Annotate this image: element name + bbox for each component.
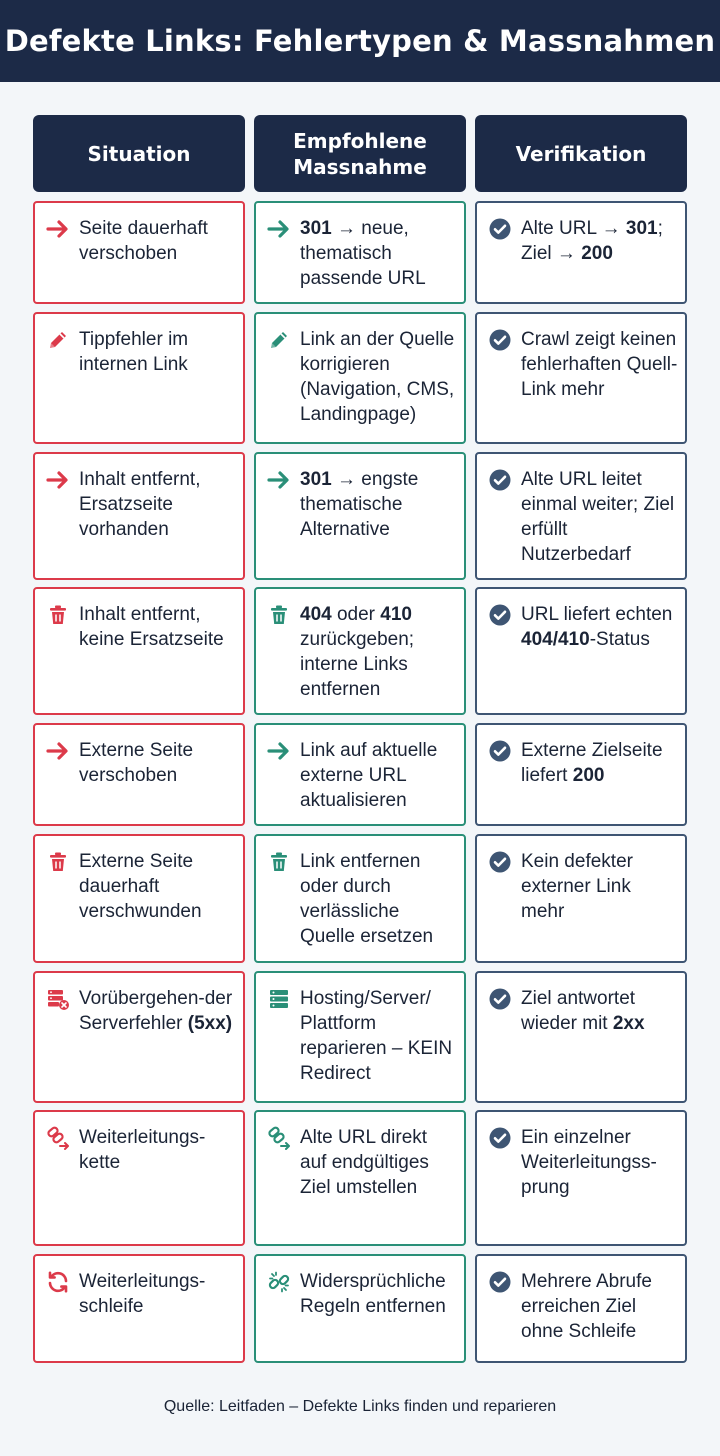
verification-text: Crawl zeigt keinen fehlerhaften Quell-Link mehr bbox=[521, 329, 678, 400]
arrow-right-icon bbox=[45, 738, 71, 764]
column-header-situation: Situation bbox=[33, 115, 245, 192]
verification-cell bbox=[475, 834, 687, 963]
action-cell bbox=[254, 1254, 466, 1363]
verification-cell bbox=[475, 1254, 687, 1363]
trash-icon bbox=[45, 849, 71, 875]
verification-text: Alte URL → 301; Ziel → 200 bbox=[521, 218, 663, 264]
situation-cell bbox=[33, 587, 245, 715]
action-cell bbox=[254, 452, 466, 580]
action-cell bbox=[254, 587, 466, 715]
trash-icon bbox=[266, 602, 292, 628]
page-title: Defekte Links: Fehlertypen & Massnahmen bbox=[4, 24, 716, 58]
verification-cell bbox=[475, 971, 687, 1103]
verification-text: Mehrere Abrufe erreichen Ziel ohne Schleife bbox=[521, 1271, 652, 1342]
verification-cell bbox=[475, 1110, 687, 1246]
page-header bbox=[0, 0, 720, 82]
situation-text: Externe Seite dauerhaft verschwunden bbox=[79, 851, 202, 922]
verification-text: Ein einzelner Weiterleitungss-prung bbox=[521, 1127, 657, 1198]
situation-text: Inhalt entfernt, Ersatzseite vorhanden bbox=[79, 469, 201, 540]
loop-icon bbox=[45, 1269, 71, 1295]
server-error-icon bbox=[45, 986, 71, 1012]
action-text: 301 → neue, thematisch passende URL bbox=[300, 218, 426, 289]
verification-text: URL liefert echten 404/410-Status bbox=[521, 604, 673, 650]
situation-text: Inhalt entfernt, keine Ersatzseite bbox=[79, 604, 224, 650]
action-text: 404 oder 410 zurückgeben; interne Links entfernen bbox=[300, 604, 415, 700]
verification-text: Ziel antwortet wieder mit 2xx bbox=[521, 988, 645, 1034]
action-text: Link an der Quelle korrigieren (Navigation, CMS, Landingpage) bbox=[300, 329, 455, 425]
check-circle-icon bbox=[487, 1125, 513, 1151]
action-text: Hosting/Server/ Plattform reparieren – KEIN Redirect bbox=[300, 988, 453, 1084]
check-circle-icon bbox=[487, 849, 513, 875]
verification-text: Externe Zielseite liefert 200 bbox=[521, 740, 663, 786]
action-text: Link entfernen oder durch verlässliche Quelle ersetzen bbox=[300, 851, 434, 947]
action-text: 301 → engste thematische Alternative bbox=[300, 469, 419, 540]
arrow-right-icon bbox=[266, 216, 292, 242]
arrow-right-icon bbox=[45, 216, 71, 242]
verification-cell bbox=[475, 201, 687, 304]
situation-cell bbox=[33, 723, 245, 826]
arrow-right-icon bbox=[266, 467, 292, 493]
broken-link-icon bbox=[266, 1269, 292, 1295]
action-text: Link auf aktuelle externe URL aktualisieren bbox=[300, 740, 438, 811]
check-circle-icon bbox=[487, 467, 513, 493]
situation-text: Seite dauerhaft verschoben bbox=[79, 218, 208, 264]
check-circle-icon bbox=[487, 602, 513, 628]
situation-cell bbox=[33, 1254, 245, 1363]
server-icon bbox=[266, 986, 292, 1012]
arrow-right-icon bbox=[266, 738, 292, 764]
pencil-icon bbox=[266, 327, 292, 353]
pencil-icon bbox=[45, 327, 71, 353]
verification-cell bbox=[475, 312, 687, 444]
action-cell bbox=[254, 834, 466, 963]
situation-cell bbox=[33, 201, 245, 304]
situation-text: Externe Seite verschoben bbox=[79, 740, 194, 786]
check-circle-icon bbox=[487, 1269, 513, 1295]
chain-redirect-icon bbox=[45, 1125, 71, 1151]
action-text: Widersprüchliche Regeln entfernen bbox=[300, 1271, 446, 1317]
situation-cell bbox=[33, 1110, 245, 1246]
situation-cell bbox=[33, 312, 245, 444]
situation-cell bbox=[33, 452, 245, 580]
verification-text: Alte URL leitet einmal weiter; Ziel erfüllt Nutzerbedarf bbox=[521, 469, 675, 565]
verification-cell bbox=[475, 452, 687, 580]
check-circle-icon bbox=[487, 216, 513, 242]
situation-cell bbox=[33, 834, 245, 963]
action-cell bbox=[254, 1110, 466, 1246]
situation-cell bbox=[33, 971, 245, 1103]
action-text: Alte URL direkt auf endgültiges Ziel umstellen bbox=[300, 1127, 429, 1198]
trash-icon bbox=[45, 602, 71, 628]
column-header-action: Empfohlene Massnahme bbox=[254, 115, 466, 192]
action-cell bbox=[254, 971, 466, 1103]
situation-text: Weiterleitungs-kette bbox=[79, 1127, 206, 1173]
action-cell bbox=[254, 201, 466, 304]
arrow-right-icon bbox=[45, 467, 71, 493]
verification-cell bbox=[475, 723, 687, 826]
situation-text: Tippfehler im internen Link bbox=[79, 329, 189, 375]
check-circle-icon bbox=[487, 327, 513, 353]
situation-text: Vorübergehen-der Serverfehler (5xx) bbox=[79, 988, 233, 1034]
chain-redirect-icon bbox=[266, 1125, 292, 1151]
check-circle-icon bbox=[487, 986, 513, 1012]
action-cell bbox=[254, 723, 466, 826]
column-header-verification: Verifikation bbox=[475, 115, 687, 192]
trash-icon bbox=[266, 849, 292, 875]
source-footer: Quelle: Leitfaden – Defekte Links finden und reparieren bbox=[163, 1398, 557, 1415]
verification-text: Kein defekter externer Link mehr bbox=[521, 851, 633, 922]
situation-text: Weiterleitungs-schleife bbox=[79, 1271, 206, 1317]
verification-cell bbox=[475, 587, 687, 715]
action-cell bbox=[254, 312, 466, 444]
check-circle-icon bbox=[487, 738, 513, 764]
